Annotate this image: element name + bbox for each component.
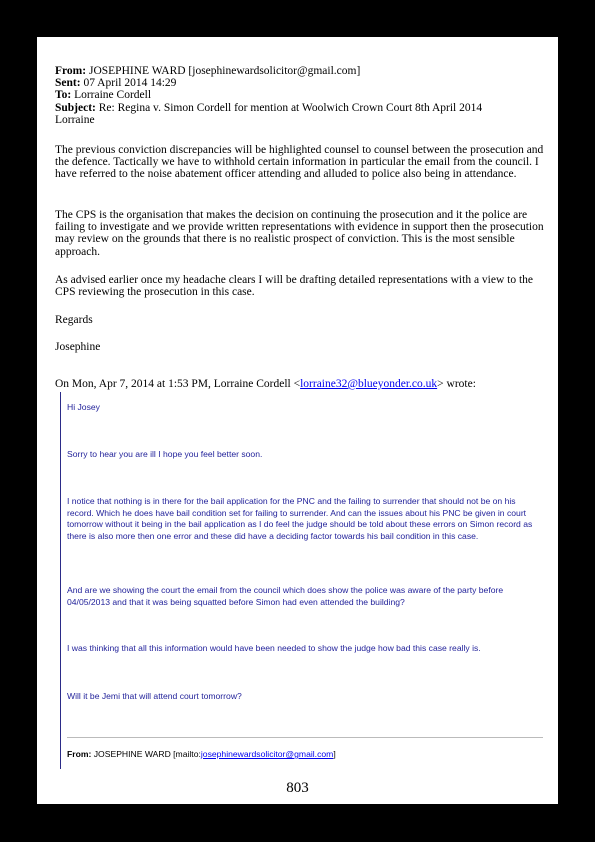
signature: Josephine: [55, 341, 101, 353]
quoted-paragraph-3: I notice that nothing is in there for the bail application for the PNC and the failing to surrender that should not be on his record. Which he does have bail condition set for failing to surrender. And can the issues about his PNC be given in court tomorrow without it being in the bail application as I do feel the judge should be told about these errors on Simon record as there is also more then one error and these did have a deciding factor towards his bail condition in this case.: [67, 496, 533, 541]
sender-email-link[interactable]: lorraine32@blueyonder.co.uk: [300, 378, 438, 390]
quoted-paragraph-6: Will it be Jemi that will attend court tomorrow?: [67, 691, 242, 701]
greeting: Lorraine: [55, 113, 95, 126]
quoted-paragraph-1: Hi Josey: [67, 402, 100, 412]
regards-text: Regards: [55, 314, 93, 326]
to-line: To: Lorraine Cordell: [55, 89, 152, 102]
quoted-paragraph-4: And are we showing the court the email from the council which does show the police was aware of the party before 04/05/2013 and that it was being squatted before Simon had even attended the building?: [67, 585, 504, 607]
body-paragraph-3: As advised earlier once my headache clears I will be drafting detailed representations with a view to the CPS reviewing the prosecution in this case.: [55, 274, 534, 299]
divider: [67, 737, 543, 738]
quoted-paragraph-5: I was thinking that all this information would have been needed to show the judge how bad this case really is.: [67, 643, 481, 653]
forward-email-link[interactable]: josephinewardsolicitor@gmail.com: [200, 749, 334, 759]
body-paragraph-1: The previous conviction discrepancies will be highlighted counsel to counsel between the prosecution and the defence. Tactically we have to withhold certain information in particular the email from the council. I have referred to the noise abatement officer attending and alluded to police also being in attendance.: [55, 144, 544, 181]
from-line: From: JOSEPHINE WARD [josephinewardsolicitor@gmail.com]: [55, 65, 361, 77]
quoted-paragraph-2: Sorry to hear you are ill I hope you feel better soon.: [67, 449, 263, 459]
body-paragraph-2: The CPS is the organisation that makes the decision on continuing the prosecution and it the police are failing to investigate and we provide written representations with evidence in support then the prosecution may review on the grounds that there is no realistic prospect of conviction. This is the most sensible approach.: [55, 209, 544, 258]
quote-attribution: On Mon, Apr 7, 2014 at 1:53 PM, Lorraine Cordell <lorraine32@blueyonder.co.uk> wrote:: [55, 378, 476, 390]
quoted-message: [60, 392, 544, 769]
page-number: 803: [286, 780, 309, 796]
document-page: [37, 37, 558, 804]
email-header: [55, 65, 482, 126]
sent-line: Sent: 07 April 2014 14:29: [55, 77, 177, 90]
subject-line: Subject: Re: Regina v. Simon Cordell for mention at Woolwich Crown Court 8th April 2014: [55, 101, 483, 114]
forward-header: From: JOSEPHINE WARD [mailto:josephinewardsolicitor@gmail.com]: [67, 749, 336, 759]
